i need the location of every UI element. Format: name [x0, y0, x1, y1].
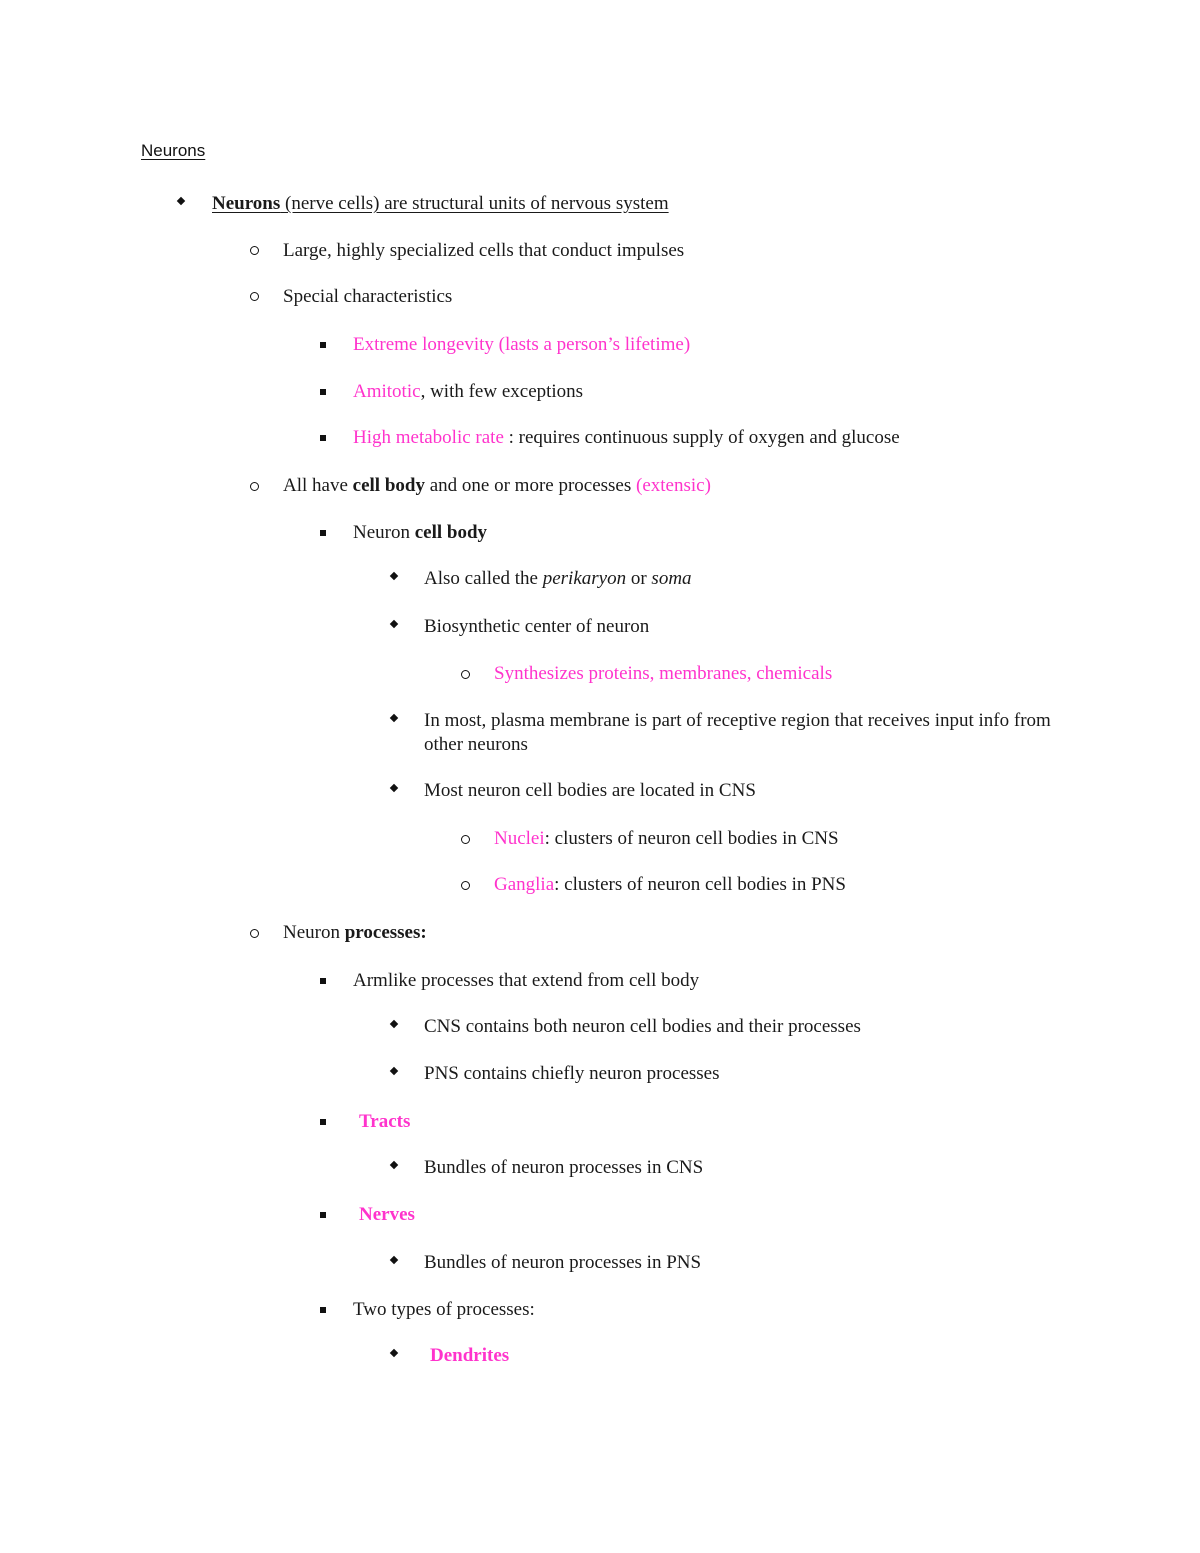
neurons-definition: (nerve cells) are structural units of nervous system	[280, 193, 669, 214]
metabolic-rest: : requires continuous supply of oxygen and glucose	[503, 427, 900, 448]
cellbody-a: Neuron	[353, 522, 415, 543]
list-item-nerves	[359, 1203, 415, 1227]
term-nerves: Nerves	[359, 1204, 415, 1225]
list-item-large	[283, 239, 684, 263]
list-item-cns-both	[424, 1015, 861, 1039]
list-item-amitotic	[353, 380, 583, 404]
also-a: Also called the	[424, 568, 543, 589]
list-item-longevity	[353, 333, 690, 357]
bullet-circle	[250, 246, 259, 255]
also-b: perikaryon	[542, 568, 627, 589]
list-item-nuclei	[494, 827, 839, 851]
term-tracts: Tracts	[359, 1111, 411, 1132]
amitotic-rest: , with few exceptions	[420, 381, 584, 402]
large-text: Large, highly specialized cells that conduct impulses	[283, 240, 685, 261]
list-item-pns-chiefly	[424, 1062, 720, 1086]
bullet-square	[320, 435, 326, 441]
list-item-in-most	[424, 709, 1064, 757]
list-item-cell-body	[353, 521, 487, 545]
cellbody-b: cell body	[414, 522, 488, 543]
bullet-circle	[250, 929, 259, 938]
list-item-most-cns	[424, 779, 756, 803]
bullet-diamond	[390, 1161, 398, 1169]
pnschief-text: PNS contains chiefly neuron processes	[424, 1063, 720, 1084]
bullet-diamond	[390, 1349, 398, 1357]
inmost-text: In most, plasma membrane is part of receptive region that receives input info from other neurons	[424, 710, 1051, 755]
list-item-synthesizes	[494, 662, 832, 686]
bullet-diamond	[390, 1067, 398, 1075]
biosynth-text: Biosynthetic center of neuron	[424, 616, 650, 637]
list-item-tracts	[359, 1110, 410, 1134]
bullet-circle	[461, 881, 470, 890]
also-c: or	[626, 568, 652, 589]
bullet-diamond	[390, 620, 398, 628]
bullet-diamond	[390, 784, 398, 792]
term-metabolic: High metabolic rate	[353, 427, 504, 448]
allhave-a: All have	[283, 475, 353, 496]
special-text: Special characteristics	[283, 286, 453, 307]
bullet-circle	[461, 670, 470, 679]
allhave-d: (extensic)	[636, 475, 711, 496]
nuclei-rest: : clusters of neuron cell bodies in CNS	[544, 828, 839, 849]
ganglia-rest: : clusters of neuron cell bodies in PNS	[554, 874, 846, 895]
armlike-text: Armlike processes that extend from cell body	[353, 970, 700, 991]
allhave-b: cell body	[352, 475, 425, 496]
list-item-biosynthetic	[424, 615, 649, 639]
list-item-neurons	[212, 192, 669, 216]
list-item-processes	[283, 921, 427, 945]
bullet-square	[320, 342, 326, 348]
list-item-nerves-desc	[424, 1251, 701, 1275]
longevity-text: Extreme longevity (lasts a person’s lifetime)	[353, 334, 691, 355]
bullet-circle	[250, 292, 259, 301]
mostcns-text: Most neuron cell bodies are located in CNS	[424, 780, 756, 801]
processes-b: processes:	[344, 922, 427, 943]
bullet-diamond	[390, 714, 398, 722]
term-nuclei: Nuclei	[494, 828, 545, 849]
also-d: soma	[651, 568, 692, 589]
term-amitotic: Amitotic	[353, 381, 421, 402]
bullet-diamond	[390, 572, 398, 580]
synth-text: Synthesizes proteins, membranes, chemicals	[494, 663, 833, 684]
bullet-diamond	[390, 1256, 398, 1264]
bullet-diamond	[177, 197, 185, 205]
bullet-square	[320, 1119, 326, 1125]
tracts-desc-text: Bundles of neuron processes in CNS	[424, 1157, 704, 1178]
bullet-square	[320, 530, 326, 536]
list-item-special	[283, 285, 452, 309]
term-neurons: Neurons	[212, 193, 281, 214]
term-ganglia: Ganglia	[494, 874, 555, 895]
twotypes-text: Two types of processes:	[353, 1299, 535, 1320]
bullet-square	[320, 389, 326, 395]
bullet-square	[320, 978, 326, 984]
list-item-ganglia	[494, 873, 846, 897]
term-dendrites: Dendrites	[430, 1345, 510, 1366]
allhave-c: and one or more processes	[424, 475, 637, 496]
bullet-square	[320, 1307, 326, 1313]
list-item-dendrites	[430, 1344, 509, 1368]
document-title: Neurons	[141, 141, 206, 160]
list-item-armlike	[353, 969, 699, 993]
list-item-metabolic	[353, 426, 900, 450]
nerves-desc-text: Bundles of neuron processes in PNS	[424, 1252, 702, 1273]
bullet-circle	[250, 482, 259, 491]
processes-a: Neuron	[283, 922, 345, 943]
cnsboth-text: CNS contains both neuron cell bodies and their processes	[424, 1016, 861, 1037]
list-item-all-have	[283, 474, 711, 498]
bullet-circle	[461, 835, 470, 844]
bullet-square	[320, 1212, 326, 1218]
list-item-also-called	[424, 567, 692, 591]
list-item-tracts-desc	[424, 1156, 703, 1180]
bullet-diamond	[390, 1020, 398, 1028]
list-item-two-types	[353, 1298, 535, 1322]
